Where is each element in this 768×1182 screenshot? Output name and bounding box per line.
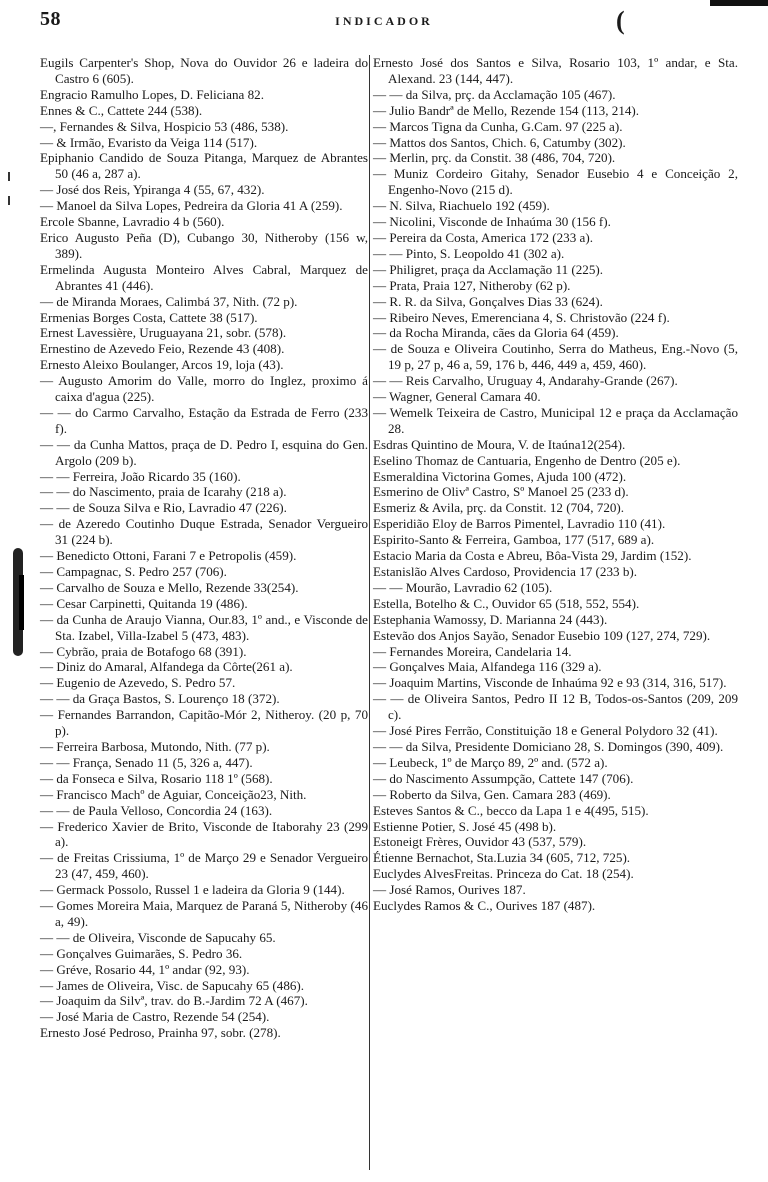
directory-entry: — Roberto da Silva, Gen. Camara 283 (469). — [373, 786, 611, 802]
directory-entry: — Carvalho de Souza e Mello, Rezende 33(254). — [40, 579, 299, 595]
directory-entry: — Gonçalves Guimarães, S. Pedro 36. — [40, 945, 243, 961]
directory-entry: Euclydes Ramos & C., Ourives 187 (487). — [373, 898, 596, 914]
directory-entry: Eugils Carpenter's Shop, Nova do Ouvidor 26 e ladeira do Castro 6 (605). — [40, 55, 368, 86]
directory-entry: — Cybrão, praia de Botafogo 68 (391). — [40, 643, 247, 659]
directory-entry: — — de Oliveira, Visconde de Sapucahy 65. — [40, 929, 276, 945]
page-title: INDICADOR — [335, 14, 433, 28]
directory-entry: — de Azeredo Coutinho Duque Estrada, Senador Vergueiro 31 (224 b). — [40, 516, 368, 548]
directory-entry: — — Reis Carvalho, Uruguay 4, Andarahy-Grande (267). — [373, 373, 678, 389]
directory-entry: Esdras Quintino de Moura, V. de Itaúna12(254). — [373, 436, 626, 452]
directory-entry: — — de Paula Velloso, Concordia 24 (163). — [40, 802, 273, 818]
margin-mark: ( — [616, 6, 625, 35]
directory-entry: — N. Silva, Riachuelo 192 (459). — [373, 198, 550, 214]
directory-entry: — — do Nascimento, praia de Icarahy (218 a). — [40, 484, 287, 500]
directory-entry: Engracio Ramulho Lopes, D. Feliciana 82. — [40, 86, 264, 102]
directory-entry: — Nicolini, Visconde de Inhaúma 30 (156 f). — [373, 214, 611, 230]
directory-entry: — Leubeck, 1º de Março 89, 2º and. (572 a). — [373, 754, 608, 770]
directory-entry: Eselino Thomaz de Cantuaria, Engenho de Dentro (205 e). — [373, 452, 681, 468]
directory-entry: Estephania Wamossy, D. Marianna 24 (443). — [373, 611, 608, 627]
directory-entry: — José Pires Ferrão, Constituição 18 e General Polydoro 32 (41). — [373, 723, 718, 739]
directory-entry: — Philigret, praça da Acclamação 11 (225). — [373, 261, 604, 277]
directory-entry: — da Fonseca e Silva, Rosario 118 1º (568). — [40, 770, 273, 786]
directory-entry: — — de Oliveira Santos, Pedro II 12 B, Todos-os-Santos (209, 209 c). — [373, 691, 738, 723]
directory-entry: — — da Cunha Mattos, praça de D. Pedro I, esquina do Gen. Argolo (209 b). — [40, 436, 368, 468]
column-divider — [369, 55, 370, 1170]
ink-blot-core — [19, 575, 24, 630]
directory-entry: — Wemelk Teixeira de Castro, Municipal 12 e praça da Acclamação 28. — [373, 404, 738, 436]
directory-entry: — Frederico Xavier de Brito, Visconde de Itaborahy 23 (299 a). — [40, 818, 368, 850]
directory-entry: — Pereira da Costa, America 172 (233 a). — [373, 229, 593, 245]
directory-entry: Ermelinda Augusta Monteiro Alves Cabral, Marquez de Abrantes 41 (446). — [40, 261, 368, 293]
directory-entry: Étienne Bernachot, Sta.Luzia 34 (605, 712, 725). — [373, 850, 631, 866]
directory-entry: Ennes & C., Cattete 244 (538). — [40, 102, 203, 118]
directory-entry: Ernest Lavessière, Uruguayana 21, sobr. (578). — [40, 325, 287, 341]
directory-entry: Esmeraldina Victorina Gomes, Ajuda 100 (472). — [373, 468, 627, 484]
directory-entry: Estanislão Alves Cardoso, Providencia 17 (233 b). — [373, 564, 638, 579]
directory-entry: — — da Graça Bastos, S. Lourenço 18 (372). — [40, 691, 280, 707]
right-column — [373, 55, 738, 914]
directory-entry: — Marcos Tigna da Cunha, G.Cam. 97 (225 a). — [373, 118, 623, 134]
directory-entry: — — da Silva, Presidente Domiciano 28, S. Domingos (390, 409). — [373, 738, 724, 754]
directory-entry: — Germack Possolo, Russel 1 e ladeira da Gloria 9 (144). — [40, 882, 345, 898]
page-header — [26, 8, 742, 36]
directory-entry: — — do Carmo Carvalho, Estação da Estrada de Ferro (233 f). — [40, 404, 368, 436]
directory-entry: Euclydes AlvesFreitas. Princeza do Cat. 18 (254). — [373, 866, 634, 882]
page-number: 58 — [40, 8, 61, 30]
directory-entry: — James de Oliveira, Visc. de Sapucahy 65 (486). — [40, 977, 305, 993]
directory-entry: Esmeriz & Avila, prç. da Constit. 12 (704, 720). — [373, 500, 625, 516]
directory-entry: — Diniz do Amaral, Alfandega da Côrte(261 a). — [40, 659, 293, 675]
directory-entry: — Joaquim da Silvª, trav. do B.-Jardim 72 A (467). — [40, 993, 308, 1009]
margin-tick — [8, 172, 10, 181]
directory-entry: — Fernandes Barrandon, Capitão-Mór 2, Nitheroy. (20 p, 70 p). — [40, 707, 368, 739]
margin-tick — [8, 196, 10, 205]
directory-entry: — Francisco Machº de Aguiar, Conceição23, Nith. — [40, 786, 307, 802]
directory-entry: Estella, Botelho & C., Ouvidor 65 (518, 552, 554). — [373, 595, 640, 611]
directory-entry: Ernesto Aleixo Boulanger, Arcos 19, loja (43). — [40, 357, 284, 373]
directory-entry: Ernesto José Pedroso, Prainha 97, sobr. (278). — [40, 1025, 281, 1041]
directory-entry: — Julio Bandrª de Mello, Rezende 154 (113, 214). — [373, 102, 640, 118]
directory-entry: Ermenias Borges Costa, Cattete 38 (517). — [40, 309, 258, 325]
directory-entry: — José Maria de Castro, Rezende 54 (254). — [40, 1009, 270, 1025]
directory-entry: Erico Augusto Peña (D), Cubango 30, Nitheroby (156 w, 389). — [40, 229, 368, 261]
directory-entry: Ernesto José dos Santos e Silva, Rosario 103, 1º andar, e Sta. Alexand. 23 (144, 447). — [373, 55, 738, 86]
directory-entry: — R. R. da Silva, Gonçalves Dias 33 (624). — [373, 293, 603, 309]
directory-entry: — José dos Reis, Ypiranga 4 (55, 67, 432). — [40, 182, 265, 198]
directory-entry: — Wagner, General Camara 40. — [373, 389, 541, 405]
directory-entry: — de Souza e Oliveira Coutinho, Serra do Matheus, Eng.-Novo (5, 19 p, 27 p, 46 a, 59, 176 b, 446, 449 a, 459, 460). — [373, 341, 738, 373]
directory-entry: — — França, Senado 11 (5, 326 a, 447). — [40, 754, 253, 770]
directory-entry: — da Rocha Miranda, cães da Gloria 64 (459). — [373, 325, 619, 341]
directory-entry: —, Fernandes & Silva, Hospicio 53 (486, 538). — [40, 118, 289, 134]
directory-entry: Esteves Santos & C., becco da Lapa 1 e 4(495, 515). — [373, 802, 649, 818]
directory-entry: — da Cunha de Araujo Vianna, Our.83, 1º and., e Visconde de Sta. Izabel, Villa-Izabel 5 (473, 483). — [40, 611, 368, 643]
top-edge-bar — [710, 0, 768, 6]
directory-entry: — Ribeiro Neves, Emerenciana 4, S. Christovão (224 f). — [373, 309, 670, 325]
directory-entry: — de Freitas Crissiuma, 1º de Março 29 e Senador Vergueiro 23 (47, 459, 460). — [40, 850, 368, 882]
directory-entry: — Cesar Carpinetti, Quitanda 19 (486). — [40, 595, 248, 611]
directory-entry: Espirito-Santo & Ferreira, Gamboa, 177 (517, 689 a). — [373, 532, 655, 548]
directory-entry: — — da Silva, prç. da Acclamação 105 (467). — [373, 86, 616, 102]
directory-entry: Esperidião Eloy de Barros Pimentel, Lavradio 110 (41). — [373, 516, 666, 532]
directory-entry: Estevão dos Anjos Sayão, Senador Eusebio 109 (127, 274, 729). — [373, 627, 711, 643]
directory-entry: — — de Souza Silva e Rio, Lavradio 47 (226). — [40, 500, 287, 516]
directory-entry: — Benedicto Ottoni, Farani 7 e Petropolis (459). — [40, 548, 297, 564]
directory-entry: Ernestino de Azevedo Feio, Rezende 43 (408). — [40, 341, 285, 357]
directory-entry: — — Ferreira, João Ricardo 35 (160). — [40, 468, 241, 484]
directory-entry: — do Nascimento Assumpção, Cattete 147 (706). — [373, 770, 634, 786]
directory-entry: Esmerino de Olivª Castro, Sº Manoel 25 (233 d). — [373, 484, 629, 500]
directory-entry: — Mattos dos Santos, Chich. 6, Catumby (302). — [373, 134, 626, 150]
directory-entry: — Manoel da Silva Lopes, Pedreira da Gloria 41 A (259). — [40, 198, 343, 214]
directory-entry: — Prata, Praia 127, Nitheroby (62 p). — [373, 277, 571, 293]
directory-entry: — Gonçalves Maia, Alfandega 116 (329 a). — [373, 659, 602, 675]
directory-entry: Estienne Potier, S. José 45 (498 b). — [373, 818, 557, 834]
directory-entry: — Joaquim Martins, Visconde de Inhaúma 92 e 93 (314, 316, 517). — [373, 675, 727, 691]
directory-entry: — Fernandes Moreira, Candelaria 14. — [373, 643, 572, 659]
directory-entry: — de Miranda Moraes, Calimbá 37, Nith. (72 p). — [40, 293, 298, 309]
directory-entry: Estoneigt Frères, Ouvidor 43 (537, 579). — [373, 834, 587, 850]
directory-entry: — & Irmão, Evaristo da Veiga 114 (517). — [40, 134, 258, 150]
directory-entry: — Ferreira Barbosa, Mutondo, Nith. (77 p). — [40, 738, 270, 754]
directory-entry: — — Pinto, S. Leopoldo 41 (302 a). — [373, 245, 565, 261]
directory-entry: — Gréve, Rosario 44, 1º andar (92, 93). — [40, 961, 250, 977]
directory-entry: — Muniz Cordeiro Gitahy, Senador Eusebio 4 e Conceição 2, Engenho-Novo (215 d). — [373, 166, 738, 198]
directory-entry: — Augusto Amorim do Valle, morro do Inglez, proximo á caixa d'agua (225). — [40, 373, 368, 405]
directory-entry: — Merlin, prç. da Constit. 38 (486, 704, 720). — [373, 150, 616, 166]
directory-entry: — Gomes Moreira Maia, Marquez de Paraná 5, Nitheroby (46 a, 49). — [40, 898, 368, 929]
directory-entry: — — Mourão, Lavradio 62 (105). — [373, 579, 553, 595]
directory-entry: Estacio Maria da Costa e Abreu, Bôa-Vista 29, Jardim (152). — [373, 548, 692, 564]
directory-entry: — Eugenio de Azevedo, S. Pedro 57. — [40, 675, 236, 691]
left-column — [40, 55, 368, 1041]
directory-entry: Ercole Sbanne, Lavradio 4 b (560). — [40, 214, 225, 230]
directory-entry: — José Ramos, Ourives 187. — [373, 882, 526, 898]
directory-entry: Epiphanio Candido de Souza Pitanga, Marquez de Abrantes 50 (46 a, 287 a). — [40, 150, 368, 182]
directory-entry: — Campagnac, S. Pedro 257 (706). — [40, 564, 227, 579]
